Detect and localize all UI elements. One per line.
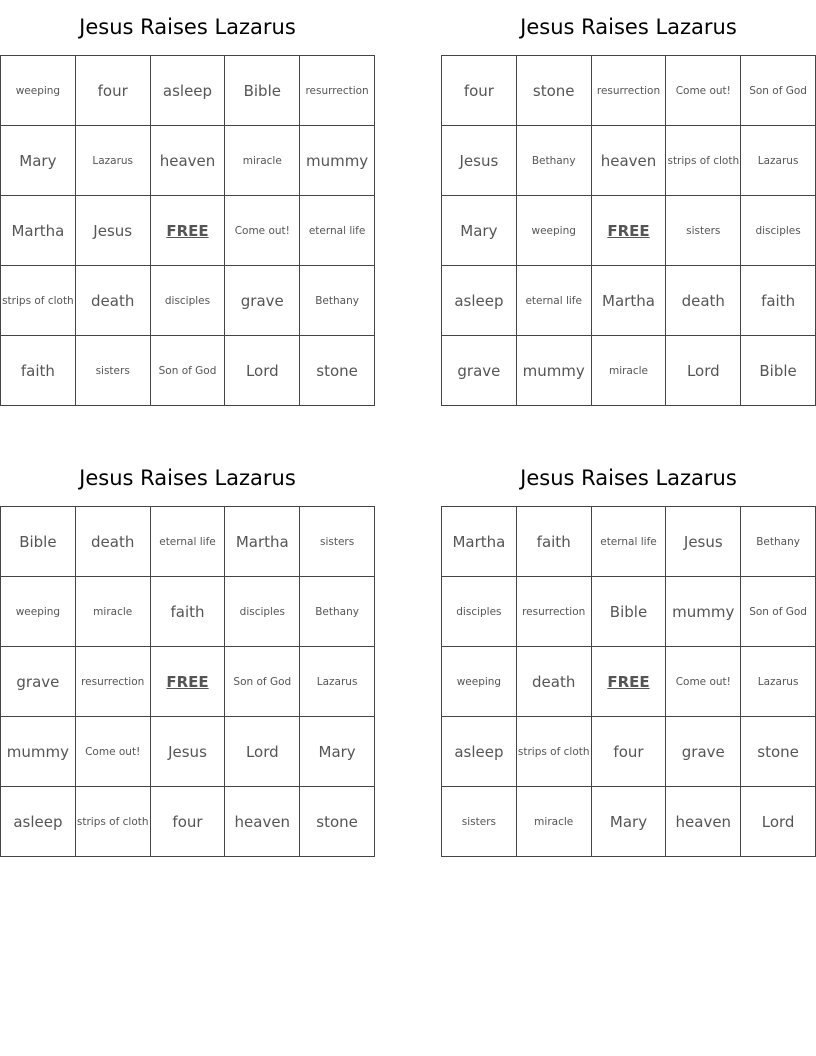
- grid-cell: death: [666, 266, 741, 336]
- grid-cell: heaven: [591, 126, 666, 196]
- grid-cell: eternal life: [516, 266, 591, 336]
- grid-cell: asleep: [442, 717, 517, 787]
- grid-cell: Mary: [1, 126, 76, 196]
- grid-cell: grave: [1, 647, 76, 717]
- grid-cell: Martha: [591, 266, 666, 336]
- grid-cell: four: [442, 56, 517, 126]
- grid-cell: weeping: [516, 196, 591, 266]
- grid-cell: asleep: [1, 787, 76, 857]
- grid-cell: Lazarus: [300, 647, 375, 717]
- grid-cell: Come out!: [75, 717, 150, 787]
- grid-cell: death: [75, 266, 150, 336]
- grid-cell: sisters: [666, 196, 741, 266]
- grid-cell: weeping: [1, 56, 76, 126]
- grid-cell: Bethany: [300, 577, 375, 647]
- grid-cell: miracle: [75, 577, 150, 647]
- grid-cell: Mary: [300, 717, 375, 787]
- bingo-grid: [0, 55, 375, 406]
- grid-cell: death: [516, 647, 591, 717]
- grid-row: [442, 196, 816, 266]
- grid-cell: Come out!: [225, 196, 300, 266]
- grid-cell: stone: [300, 787, 375, 857]
- grid-cell: Lazarus: [75, 126, 150, 196]
- grid-row: [1, 196, 375, 266]
- grid-cell: resurrection: [300, 56, 375, 126]
- bingo-grid: [0, 506, 375, 857]
- grid-cell: Come out!: [666, 647, 741, 717]
- grid-cell: Lord: [225, 336, 300, 406]
- grid-row: [1, 577, 375, 647]
- grid-cell: Mary: [591, 787, 666, 857]
- grid-row: [1, 647, 375, 717]
- grid-cell: Bethany: [300, 266, 375, 336]
- grid-row: [442, 647, 816, 717]
- grid-cell: strips of cloth: [1, 266, 76, 336]
- grid-cell: disciples: [442, 577, 517, 647]
- grid-cell: Bible: [741, 336, 816, 406]
- grid-cell: Lord: [741, 787, 816, 857]
- grid-cell: stone: [300, 336, 375, 406]
- grid-cell: strips of cloth: [666, 126, 741, 196]
- grid-cell: four: [591, 717, 666, 787]
- grid-cell: strips of cloth: [75, 787, 150, 857]
- grid-cell: mummy: [516, 336, 591, 406]
- grid-cell: heaven: [150, 126, 225, 196]
- bingo-grid: [441, 506, 816, 857]
- grid-cell: sisters: [442, 787, 517, 857]
- grid-row: [442, 126, 816, 196]
- grid-cell: grave: [666, 717, 741, 787]
- grid-cell: Bethany: [516, 126, 591, 196]
- grid-cell: four: [75, 56, 150, 126]
- grid-cell: Come out!: [666, 56, 741, 126]
- grid-cell: eternal life: [150, 507, 225, 577]
- free-space: FREE: [150, 196, 225, 266]
- grid-row: [442, 266, 816, 336]
- grid-row: [1, 266, 375, 336]
- grid-cell: mummy: [1, 717, 76, 787]
- grid-cell: Martha: [225, 507, 300, 577]
- grid-cell: faith: [1, 336, 76, 406]
- card-title: Jesus Raises Lazarus: [79, 15, 296, 39]
- free-space: FREE: [591, 196, 666, 266]
- grid-row: [442, 56, 816, 126]
- grid-cell: weeping: [442, 647, 517, 717]
- grid-cell: mummy: [666, 577, 741, 647]
- grid-cell: Bible: [1, 507, 76, 577]
- grid-cell: asleep: [150, 56, 225, 126]
- grid-row: [442, 717, 816, 787]
- grid-cell: Martha: [1, 196, 76, 266]
- grid-cell: Son of God: [225, 647, 300, 717]
- bingo-card-3: [0, 451, 375, 857]
- grid-cell: sisters: [300, 507, 375, 577]
- grid-cell: asleep: [442, 266, 517, 336]
- grid-cell: miracle: [225, 126, 300, 196]
- grid-cell: Lord: [225, 717, 300, 787]
- grid-cell: Son of God: [741, 577, 816, 647]
- grid-cell: stone: [741, 717, 816, 787]
- bingo-card-4: [441, 451, 816, 857]
- grid-cell: grave: [225, 266, 300, 336]
- grid-row: [1, 507, 375, 577]
- grid-cell: Jesus: [150, 717, 225, 787]
- grid-cell: death: [75, 507, 150, 577]
- grid-cell: resurrection: [591, 56, 666, 126]
- grid-row: [1, 787, 375, 857]
- grid-row: [1, 717, 375, 787]
- grid-cell: faith: [741, 266, 816, 336]
- grid-cell: stone: [516, 56, 591, 126]
- free-space: FREE: [150, 647, 225, 717]
- bingo-card-2: [441, 0, 816, 406]
- grid-cell: Martha: [442, 507, 517, 577]
- card-title: Jesus Raises Lazarus: [520, 466, 737, 490]
- grid-cell: miracle: [516, 787, 591, 857]
- grid-cell: Son of God: [150, 336, 225, 406]
- grid-cell: sisters: [75, 336, 150, 406]
- card-title: Jesus Raises Lazarus: [520, 15, 737, 39]
- bingo-card-1: [0, 0, 375, 406]
- grid-cell: Lord: [666, 336, 741, 406]
- grid-cell: weeping: [1, 577, 76, 647]
- grid-cell: Lazarus: [741, 126, 816, 196]
- grid-cell: heaven: [666, 787, 741, 857]
- free-space: FREE: [591, 647, 666, 717]
- grid-cell: Jesus: [442, 126, 517, 196]
- grid-cell: Son of God: [741, 56, 816, 126]
- grid-cell: Bible: [225, 56, 300, 126]
- grid-cell: eternal life: [300, 196, 375, 266]
- grid-cell: Bible: [591, 577, 666, 647]
- grid-cell: miracle: [591, 336, 666, 406]
- grid-row: [442, 507, 816, 577]
- grid-cell: Mary: [442, 196, 517, 266]
- grid-cell: heaven: [225, 787, 300, 857]
- grid-cell: strips of cloth: [516, 717, 591, 787]
- grid-cell: Lazarus: [741, 647, 816, 717]
- grid-cell: four: [150, 787, 225, 857]
- grid-cell: faith: [516, 507, 591, 577]
- grid-cell: disciples: [741, 196, 816, 266]
- grid-row: [1, 56, 375, 126]
- grid-cell: eternal life: [591, 507, 666, 577]
- grid-row: [1, 336, 375, 406]
- grid-row: [442, 787, 816, 857]
- grid-cell: grave: [442, 336, 517, 406]
- grid-cell: mummy: [300, 126, 375, 196]
- grid-cell: disciples: [150, 266, 225, 336]
- grid-cell: faith: [150, 577, 225, 647]
- grid-cell: resurrection: [516, 577, 591, 647]
- grid-row: [1, 126, 375, 196]
- grid-cell: Bethany: [741, 507, 816, 577]
- grid-row: [442, 336, 816, 406]
- grid-cell: resurrection: [75, 647, 150, 717]
- card-title: Jesus Raises Lazarus: [79, 466, 296, 490]
- bingo-grid: [441, 55, 816, 406]
- grid-cell: disciples: [225, 577, 300, 647]
- grid-cell: Jesus: [666, 507, 741, 577]
- grid-row: [442, 577, 816, 647]
- grid-cell: Jesus: [75, 196, 150, 266]
